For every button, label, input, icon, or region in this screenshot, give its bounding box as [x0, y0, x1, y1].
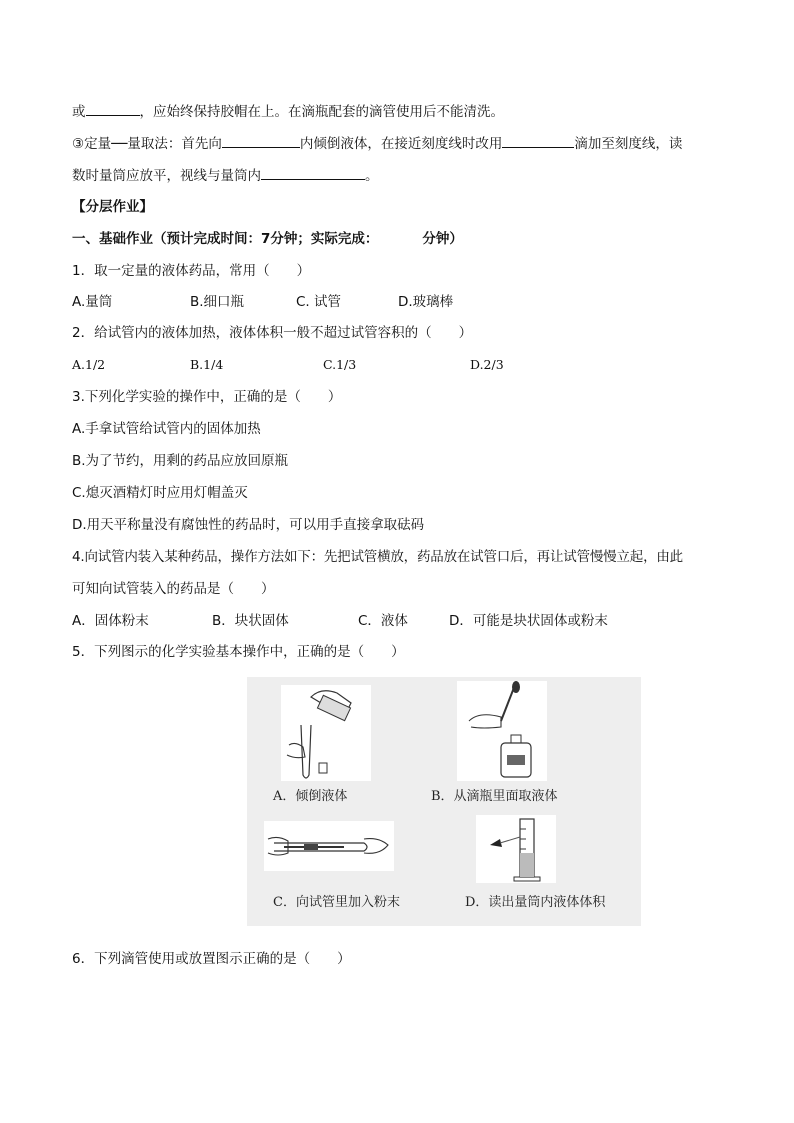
question-1-stem: 1．取一定量的液体药品，常用（ ）	[72, 263, 311, 279]
caption-a: A．倾倒液体	[273, 789, 348, 804]
question-4-stem-line-2: 可知向试管装入的药品是（ ）	[72, 581, 275, 597]
intro-line-1-pre: 或	[72, 104, 86, 120]
q3-option-b[interactable]: B.为了节约，用剩的药品应放回原瓶	[72, 453, 289, 469]
q4-option-c[interactable]: C．液体	[358, 613, 408, 629]
caption-c: C．向试管里加入粉末	[273, 895, 400, 910]
q3-option-d[interactable]: D.用天平称量没有腐蚀性的药品时，可以用手直接拿取砝码	[72, 517, 425, 533]
subsection-title-pre: 一、基础作业（预计完成时间：7分钟；实际完成：	[72, 231, 379, 247]
q1-option-a[interactable]: A.量筒	[72, 294, 113, 310]
caption-d: D．读出量筒内液体体积	[465, 895, 606, 910]
subsection-title	[72, 229, 463, 249]
q5-figure	[247, 677, 641, 926]
intro-line-3-part-a: 数时量筒应放平，视线与量筒内	[72, 168, 261, 184]
intro-line-2	[72, 133, 682, 154]
q2-option-c[interactable]: C.1/3	[323, 357, 357, 372]
section-title: 【分层作业】	[72, 199, 153, 215]
intro-line-2-part-b: 内倾倒液体，在接近刻度线时改用	[299, 136, 503, 152]
answer-blank[interactable]	[86, 101, 140, 116]
graduated-cylinder-illustration	[476, 815, 556, 883]
caption-b: B．从滴瓶里面取液体	[431, 789, 558, 804]
intro-line-2-part-c: 滴加至刻度线，读	[574, 136, 683, 152]
subsection-title-post: 分钟）	[422, 231, 463, 247]
figure-panel-d	[476, 815, 556, 883]
question-4-stem-line-1: 4.向试管内装入某种药品，操作方法如下：先把试管横放，药品放在试管口后，再让试管慢慢立起，由此	[72, 549, 683, 565]
q4-option-b[interactable]: B．块状固体	[212, 613, 289, 629]
dropper-bottle-illustration	[457, 681, 547, 781]
intro-line-2-part-a: ③定量──量取法：首先向	[72, 136, 222, 152]
intro-line-3-part-b: 。	[365, 168, 379, 184]
figure-panel-a	[281, 685, 371, 781]
question-6-stem: 6．下列滴管使用或放置图示正确的是（ ）	[72, 951, 351, 967]
figure-panel-c	[264, 821, 394, 871]
intro-line-1-post: ，应始终保持胶帽在上。在滴瓶配套的滴管使用后不能清洗。	[139, 104, 504, 120]
answer-blank[interactable]	[222, 133, 300, 148]
pouring-liquid-illustration	[281, 685, 371, 781]
question-5-stem: 5．下列图示的化学实验基本操作中，正确的是（ ）	[72, 644, 405, 660]
q1-option-c[interactable]: C. 试管	[296, 294, 342, 310]
q4-option-a[interactable]: A．固体粉末	[72, 613, 149, 629]
answer-blank[interactable]	[502, 133, 574, 148]
figure-panel-b	[457, 681, 547, 781]
intro-line-1	[72, 101, 504, 122]
question-3-stem: 3.下列化学实验的操作中，正确的是（ ）	[72, 389, 342, 405]
q3-option-a[interactable]: A.手拿试管给试管内的固体加热	[72, 421, 261, 437]
q4-option-d[interactable]: D．可能是块状固体或粉末	[449, 613, 608, 629]
intro-line-3	[72, 165, 379, 186]
answer-blank[interactable]	[261, 165, 365, 180]
q1-option-d[interactable]: D.玻璃棒	[398, 294, 454, 310]
q2-option-a[interactable]: A.1/2	[72, 357, 106, 372]
adding-powder-illustration	[264, 821, 394, 871]
q2-option-b[interactable]: B.1/4	[190, 357, 224, 372]
q1-option-b[interactable]: B.细口瓶	[190, 294, 245, 310]
q3-option-c[interactable]: C.熄灭酒精灯时应用灯帽盖灭	[72, 485, 248, 501]
question-2-stem: 2．给试管内的液体加热，液体体积一般不超过试管容积的（ ）	[72, 325, 473, 341]
q2-option-d[interactable]: D.2/3	[470, 357, 504, 372]
